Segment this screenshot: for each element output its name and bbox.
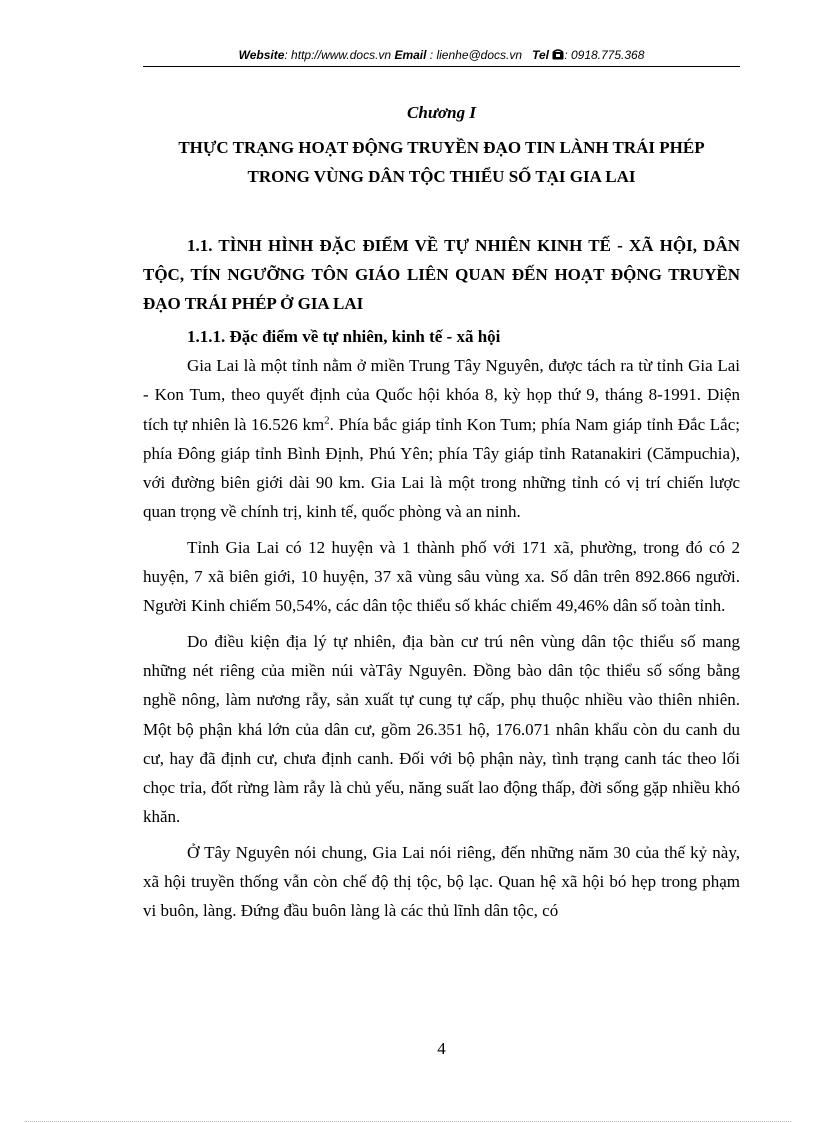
website-value: : http://www.docs.vn: [284, 48, 392, 62]
email-value: : lienhe@docs.vn: [426, 48, 523, 62]
page-header: [143, 44, 740, 66]
tel-label: Tel: [532, 48, 549, 62]
chapter-heading: Chương I: [407, 103, 476, 122]
tel-value: : 0918.775.368: [564, 48, 645, 62]
superscript: 2: [324, 413, 330, 426]
document-body: [143, 231, 740, 926]
email-label: Email: [394, 48, 427, 62]
paragraph-text: . Phía bắc giáp tỉnh Kon Tum; phía Nam giáp tỉnh Đắc Lắc; phía Đông giáp tỉnh Bình Định, Phú Yên; phía Tây giáp tỉnh Ratanakiri (Cămpuchia), với đường biên giới dài 90 km. Gia Lai là một trong những tỉnh có vị trí chiến lược quan trọng về chính trị, kinh tế, quốc phòng và an ninh.: [143, 414, 740, 522]
section-heading: 1.1. TÌNH HÌNH ĐẶC ĐIỂM VỀ TỰ NHIÊN KINH TẾ - XÃ HỘI, DÂN TỘC, TÍN NGƯỠNG TÔN GIÁO LIÊN QUAN ĐẾN HOẠT ĐỘNG TRUYỀN ĐẠO TRÁI PHÉP Ở GIA LAI: [143, 236, 740, 313]
header-rule: [143, 66, 740, 67]
chapter-title: [143, 133, 740, 191]
paragraph: [143, 351, 740, 527]
paragraph-text: Gia Lai là một tỉnh nằm ở miền Trung Tây Nguyên, được tách ra từ tỉnh Gia Lai - Kon Tum, theo quyết định của Quốc hội khóa 8, kỳ họp thứ 9, tháng 8-1991. Diện tích tự nhiên là 16.526 km: [143, 356, 740, 434]
website-label: Website: [238, 48, 285, 62]
page-number: 4: [437, 1039, 446, 1058]
phone-icon: [552, 49, 564, 60]
subsection-heading: 1.1.1. Đặc điểm về tự nhiên, kinh tế - xã hội: [187, 327, 501, 346]
chapter-title-line: TRONG VÙNG DÂN TỘC THIỂU SỐ TẠI GIA LAI: [247, 167, 636, 186]
paragraph: Tỉnh Gia Lai có 12 huyện và 1 thành phố với 171 xã, phường, trong đó có 2 huyện, 7 xã biên giới, 10 huyện, 37 xã vùng sâu vùng xa. Số dân trên 892.866 người. Người Kinh chiếm 50,54%, các dân tộc thiểu số khác chiếm 49,46% dân số toàn tỉnh.: [143, 537, 740, 616]
chapter-title-line: THỰC TRẠNG HOẠT ĐỘNG TRUYỀN ĐẠO TIN LÀNH TRÁI PHÉP: [178, 138, 705, 157]
page-edge-dotted-line: [25, 1121, 791, 1122]
paragraph: Do điều kiện địa lý tự nhiên, địa bàn cư trú nên vùng dân tộc thiểu số mang những nét riêng của miền núi vàTây Nguyên. Đồng bào dân tộc thiểu số sống bằng nghề nông, làm nương rẫy, sản xuất tự cung tự cấp, phụ thuộc nhiều vào thiên nhiên. Một bộ phận khá lớn của dân cư, gồm 26.351 hộ, 176.071 nhân khẩu còn du canh du cư, hay đã định cư, chưa định canh. Đối với bộ phận này, tình trạng canh tác theo lối chọc trỉa, đốt rừng làm rẫy là chủ yếu, năng suất lao động thấp, đời sống gặp nhiều khó khăn.: [143, 631, 740, 827]
paragraph: Ở Tây Nguyên nói chung, Gia Lai nói riêng, đến những năm 30 của thế kỷ này, xã hội truyền thống vẫn còn chế độ thị tộc, bộ lạc. Quan hệ xã hội bó hẹp trong phạm vi buôn, làng. Đứng đầu buôn làng là các thủ lĩnh dân tộc, có: [143, 842, 740, 921]
